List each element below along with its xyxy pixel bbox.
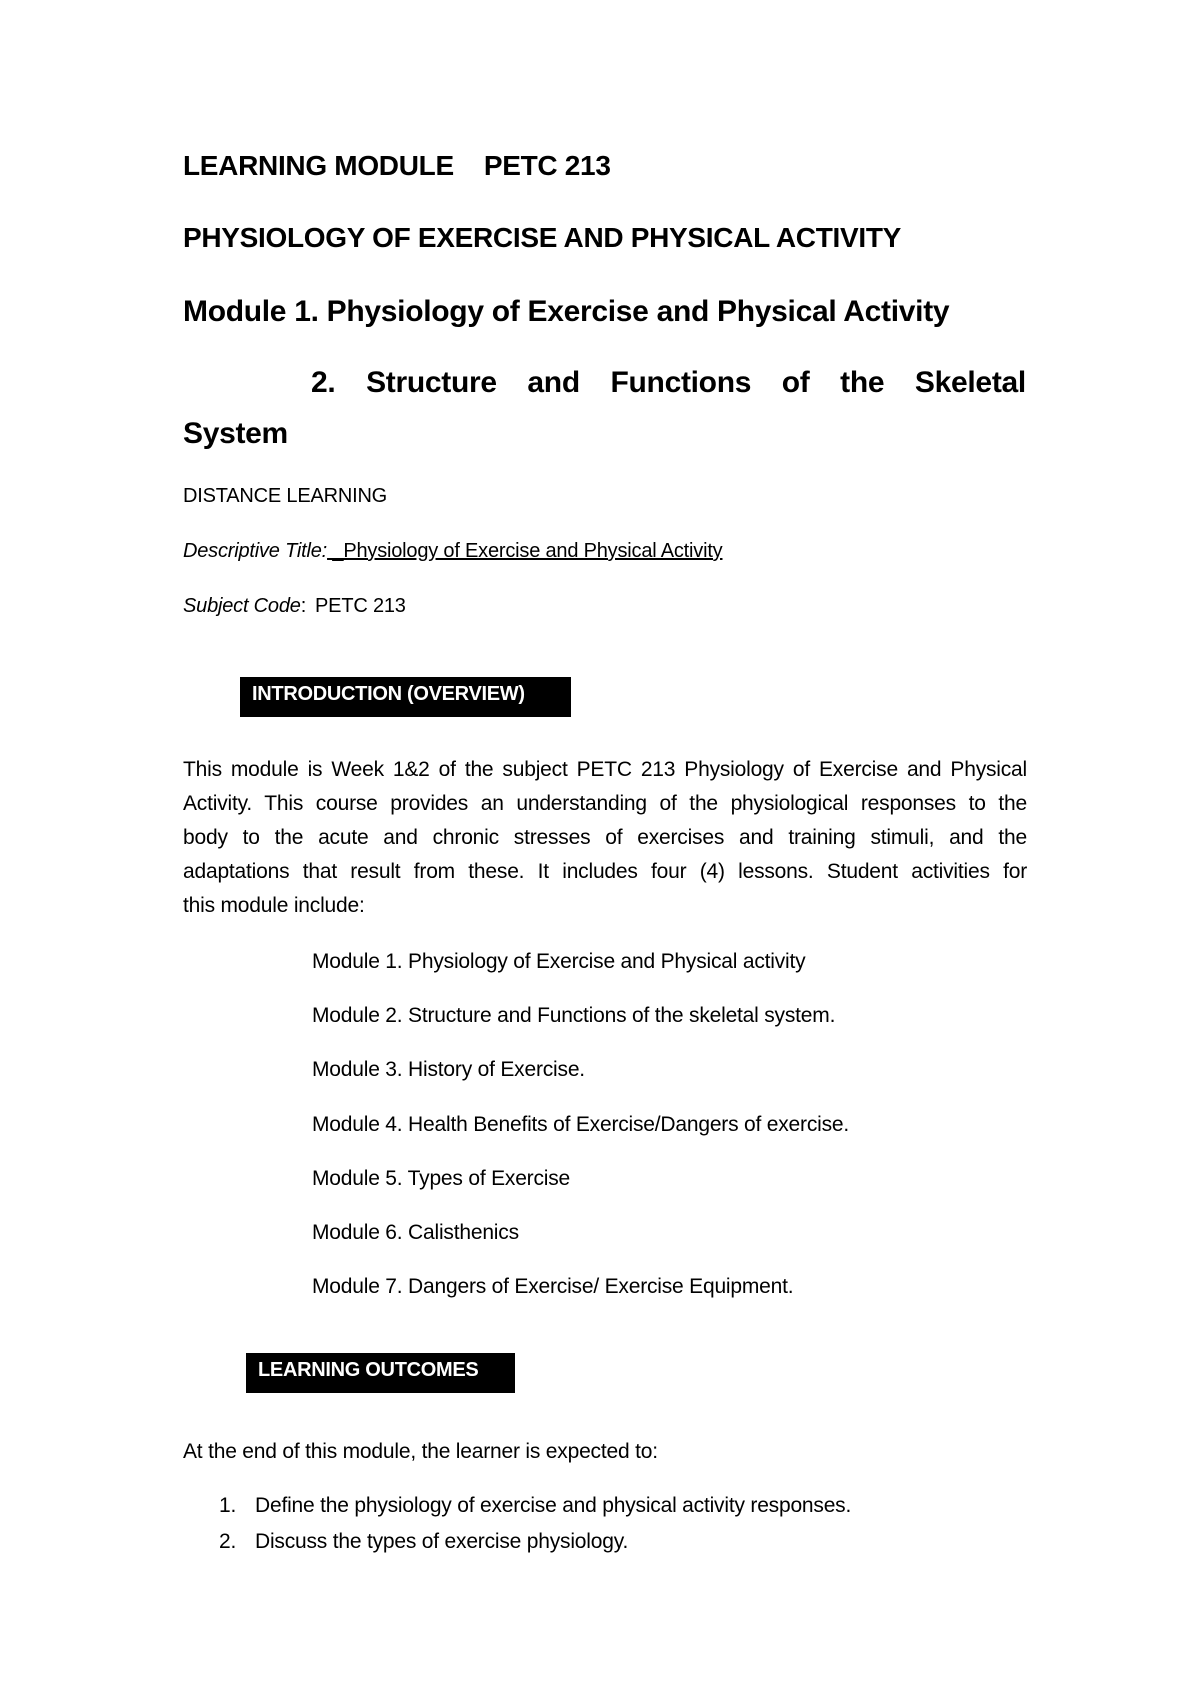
module-list-item: Module 4. Health Benefits of Exercise/Dangers of exercise.: [312, 1113, 850, 1136]
intro-paragraph-line: This module is Week 1&2 of the subject PETC 213 Physiology of Exercise and Physical: [183, 758, 1027, 781]
subject-code-colon: :: [300, 595, 307, 617]
descriptive-title-label: Descriptive Title:: [183, 540, 328, 562]
intro-paragraph-line: body to the acute and chronic stresses of exercises and training stimuli, and the: [183, 826, 1027, 849]
module-2-title: [311, 366, 1026, 400]
module-2-word: Structure: [366, 366, 497, 399]
outcome-text: Discuss the types of exercise physiology.: [255, 1530, 629, 1553]
module-1-title: Module 1. Physiology of Exercise and Physical Activity: [183, 295, 950, 328]
module-2-word: Functions: [610, 366, 752, 399]
module-label: [183, 150, 611, 182]
module-2-title-continuation: System: [183, 417, 288, 450]
outcome-number: 2.: [219, 1530, 237, 1553]
module-2-word: the: [840, 366, 885, 399]
outcome-number: 1.: [219, 1494, 237, 1517]
course-code: PETC 213: [483, 150, 611, 181]
introduction-heading: INTRODUCTION (OVERVIEW): [240, 677, 571, 717]
module-list-item: Module 6. Calisthenics: [312, 1221, 519, 1244]
intro-paragraph-line: this module include:: [183, 894, 365, 917]
outcome-item: [219, 1530, 628, 1554]
learning-mode: DISTANCE LEARNING: [183, 485, 388, 507]
outcome-text: Define the physiology of exercise and physical activity responses.: [255, 1494, 852, 1517]
intro-paragraph-line: adaptations that result from these. It includes four (4) lessons. Student activities for: [183, 860, 1027, 883]
subject-code: [183, 595, 406, 618]
subject-code-label: Subject Code: [183, 595, 301, 617]
intro-paragraph-line: Activity. This course provides an understanding of the physiological responses to the: [183, 792, 1027, 815]
module-2-word: and: [527, 366, 580, 399]
course-title: PHYSIOLOGY OF EXERCISE AND PHYSICAL ACTIVITY: [183, 222, 902, 253]
module-2-word: Skeletal: [914, 366, 1026, 399]
module-list-item: Module 3. History of Exercise.: [312, 1058, 585, 1081]
module-list-item: Module 7. Dangers of Exercise/ Exercise Equipment.: [312, 1275, 794, 1298]
learning-outcomes-heading: LEARNING OUTCOMES: [246, 1353, 515, 1393]
module-list-item: Module 2. Structure and Functions of the skeletal system.: [312, 1004, 836, 1027]
module-list-item: Module 1. Physiology of Exercise and Physical activity: [312, 950, 806, 973]
module-2-word: of: [781, 366, 810, 399]
module-list-item: Module 5. Types of Exercise: [312, 1167, 571, 1190]
outcomes-intro: At the end of this module, the learner is expected to:: [183, 1440, 658, 1463]
module-2-number: 2.: [311, 366, 336, 399]
descriptive-title: [183, 540, 722, 563]
learning-module-label: LEARNING MODULE: [183, 150, 454, 181]
descriptive-title-value: _Physiology of Exercise and Physical Activity: [327, 540, 723, 562]
outcome-item: [219, 1494, 851, 1518]
subject-code-value: PETC 213: [315, 595, 406, 617]
